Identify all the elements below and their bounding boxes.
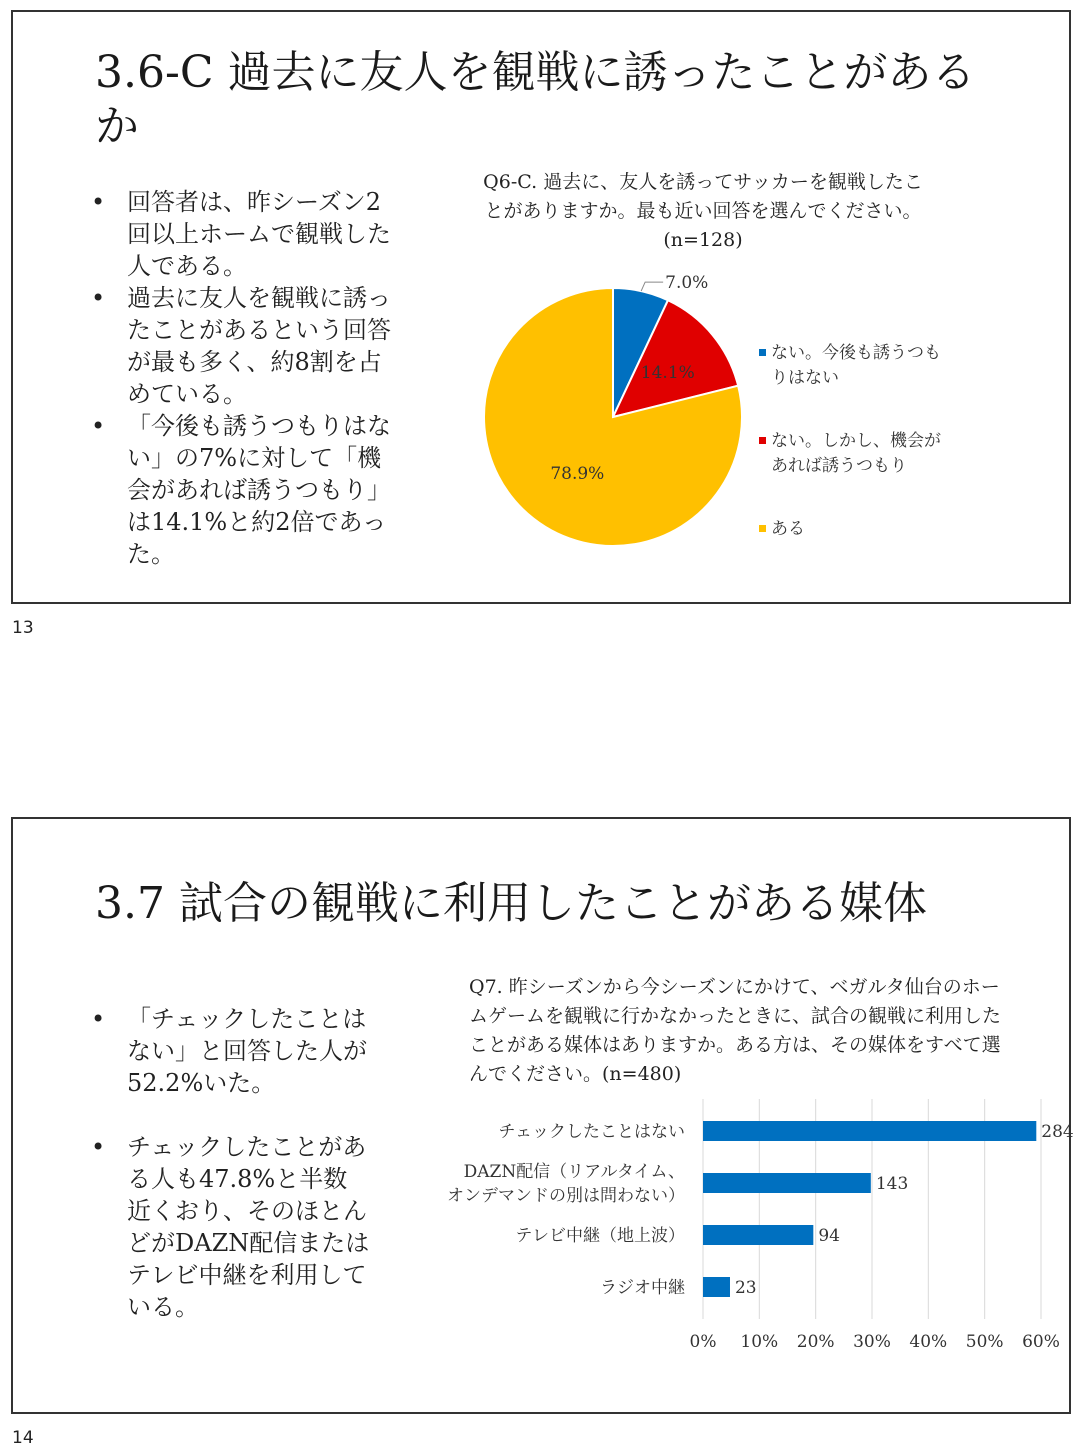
x-tick-label: 10% (740, 1332, 779, 1352)
slide-title: 3.7 試合の観戦に利用したことがある媒体 (95, 878, 927, 929)
legend-label: ない。しかし、機会があれば誘うつもり (771, 431, 941, 476)
slide-13 (11, 10, 1071, 604)
legend-label: ない。今後も誘うつもりはない (771, 343, 941, 388)
bar-value-label: 143 (875, 1174, 909, 1194)
bullet-item: • 回答者は、昨シーズン2回以上ホームで観戦した人である。 (91, 186, 391, 282)
x-tick-label: 60% (1022, 1332, 1060, 1352)
bar-value-label: 23 (734, 1278, 757, 1298)
bar-chart-title: Q7. 昨シーズンから今シーズンにかけて、ベガルタ仙台のホームゲームを観戦に行かなかったときに、試合の観戦に利用したことがある媒体はありますか。ある方は、その媒体をすべて選んでください。(n=480) (469, 976, 1002, 1085)
bullet-list (91, 1003, 371, 1323)
pie-chart-title: Q6-C. 過去に、友人を誘ってサッカーを観戦したことがありますか。最も近い回答を選んでください。(n=128) (483, 171, 923, 251)
page-number: 13 (12, 618, 34, 638)
page-number: 14 (12, 1428, 34, 1448)
bar (703, 1225, 813, 1245)
leader-line (641, 282, 663, 291)
legend-swatch (759, 349, 766, 356)
bullet-item: • チェックしたことがある人も47.8%と半数近くおり、そのほとんどがDAZN配信またはテレビ中継を利用している。 (91, 1131, 371, 1323)
x-tick-label: 30% (853, 1332, 891, 1352)
pie-data-label: 7.0% (665, 273, 709, 294)
slide-14 (11, 817, 1074, 1414)
x-tick-label: 50% (965, 1332, 1004, 1352)
slide-title: 3.6-C 過去に友人を観戦に誘ったことがあるか (95, 47, 976, 152)
bar-value-label: 94 (818, 1226, 840, 1246)
pie-chart (463, 262, 1023, 562)
bullet-list (91, 186, 391, 570)
y-category-label: ラジオ中継 (600, 1278, 685, 1298)
y-category-label: テレビ中継（地上波） (515, 1226, 685, 1246)
legend-swatch (759, 525, 766, 532)
pie-data-label: 14.1% (640, 362, 695, 383)
y-category-label: チェックしたことはない (498, 1122, 685, 1142)
x-tick-label: 0% (689, 1332, 717, 1352)
x-tick-label: 40% (909, 1332, 948, 1352)
y-category-label: DAZN配信（リアルタイム、オンデマンドの別は問わない） (447, 1162, 685, 1206)
legend-swatch (759, 437, 766, 444)
pie-data-label: 78.9% (550, 463, 605, 484)
x-tick-label: 20% (796, 1332, 835, 1352)
bar-chart (393, 1099, 1074, 1359)
bullet-item: • 「今後も誘うつもりはない」の7%に対して「機会があれば誘うつもり」は14.1%と約2倍であった。 (91, 410, 391, 570)
bullet-item: • 過去に友人を観戦に誘ったことがあるという回答が最も多く、約8割を占めている。 (91, 282, 391, 410)
bar (703, 1173, 871, 1193)
bar-value-label: 284 (1041, 1122, 1074, 1142)
bullet-item: • 「チェックしたことはない」と回答した人が52.2%いた。 (91, 1003, 371, 1099)
bar (703, 1121, 1036, 1141)
legend-label: ある (771, 519, 805, 539)
bar (703, 1277, 730, 1297)
